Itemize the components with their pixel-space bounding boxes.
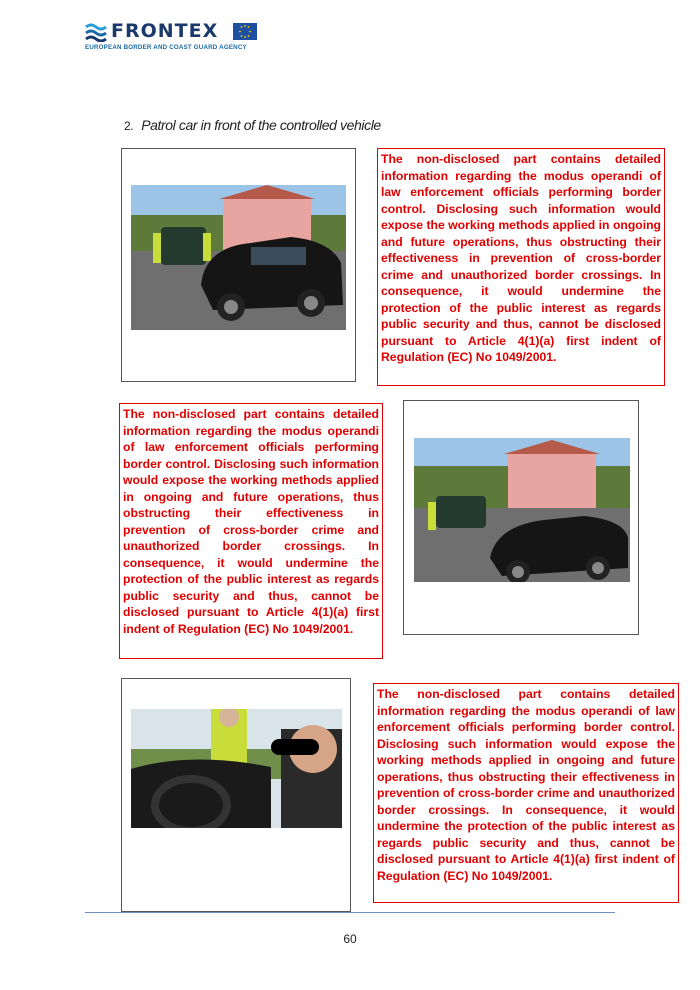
logo-wordmark: FRONTEX (111, 20, 219, 42)
logo-subtitle: EUROPEAN BORDER AND COAST GUARD AGENCY (85, 44, 247, 51)
wave-icon (85, 22, 107, 42)
redaction-notice-1: The non-disclosed part contains detailed information regarding the modus operandi of law enforcement officials performing border control. Disclosing such information would expose the working methods applied in ongoing and future operations, thus obstructing their effectiveness in prevention of cross-border crime and unauthorized border crossings. In consequence, it would undermine the protection of the public interest as regards public security and thus, cannot be disclosed pursuant to Article 4(1)(a) first indent of Regulation (EC) No 1049/2001. (377, 148, 665, 386)
redaction-notice-2: The non-disclosed part contains detailed information regarding the modus operandi of law enforcement officials performing border control. Disclosing such information would expose the working methods applied in ongoing and future operations, thus obstructing their effectiveness in prevention of cross-border crime and unauthorized border crossings. In consequence, it would undermine the protection of the public interest as regards public security and thus, cannot be disclosed pursuant to Article 4(1)(a) first indent of Regulation (EC) No 1049/2001. (119, 403, 383, 659)
section-heading (124, 117, 381, 133)
photo-officer-driver (131, 709, 342, 828)
photo-patrol-car-2 (414, 438, 630, 582)
redaction-notice-3: The non-disclosed part contains detailed information regarding the modus operandi of law enforcement officials performing border control. Disclosing such information would expose the working methods applied in ongoing and future operations, thus obstructing their effectiveness in prevention of cross-border crime and unauthorized border crossings. In consequence, it would undermine the protection of the public interest as regards public security and thus, cannot be disclosed pursuant to Article 4(1)(a) first indent of Regulation (EC) No 1049/2001. (373, 683, 679, 903)
eu-flag-icon (233, 23, 257, 40)
footer-rule (85, 912, 615, 913)
section-title: Patrol car in front of the controlled vehicle (141, 117, 381, 133)
page-number: 60 (343, 932, 357, 946)
photo-patrol-car-1 (131, 185, 346, 330)
section-number: 2. (124, 119, 134, 133)
frontex-logo (85, 20, 265, 56)
